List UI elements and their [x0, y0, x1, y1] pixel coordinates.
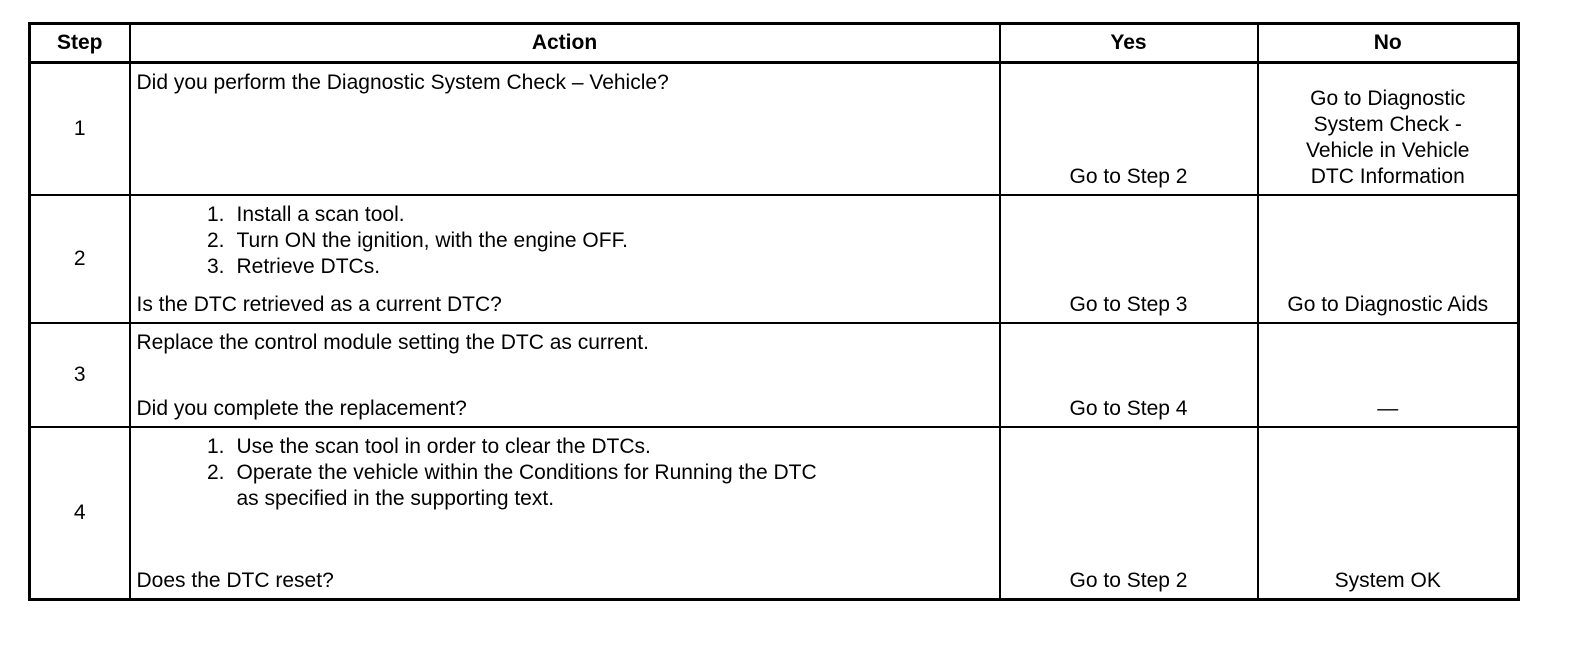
- yes-cell: Go to Step 4: [1000, 323, 1258, 427]
- question-text: Did you perform the Diagnostic System Check – Vehicle?: [136, 71, 669, 94]
- question-text: Did you complete the replacement?: [136, 397, 467, 420]
- action-cell: [130, 63, 1000, 196]
- action-cell: [130, 427, 1000, 600]
- no-cell: System OK: [1258, 427, 1519, 600]
- instruction-text: Turn ON the ignition, with the engine OFF.: [236, 229, 628, 252]
- yes-cell: Go to Step 3: [1000, 195, 1258, 323]
- diagnostic-table: [28, 22, 1520, 601]
- instruction-text: Use the scan tool in order to clear the DTCs.: [236, 435, 651, 458]
- table-row: [30, 63, 1519, 196]
- instruction-item: [206, 202, 993, 228]
- instruction-text: Install a scan tool.: [236, 203, 405, 226]
- instruction-number: 3.: [206, 255, 225, 278]
- instruction-list: [137, 202, 993, 280]
- instruction-number: 2.: [206, 229, 225, 252]
- table-row: [30, 195, 1519, 323]
- no-cell: [1258, 63, 1519, 196]
- instruction-item: [206, 254, 993, 280]
- instruction-item: [206, 460, 993, 512]
- instruction-list: [137, 434, 993, 512]
- instruction-number: 1.: [206, 203, 225, 226]
- step-number: 4: [30, 427, 130, 600]
- action-cell: [130, 195, 1000, 323]
- instruction-number: 1.: [206, 435, 225, 458]
- yes-cell: Go to Step 2: [1000, 63, 1258, 196]
- no-cell: —: [1258, 323, 1519, 427]
- table-row: [30, 427, 1519, 600]
- instruction-item: [206, 228, 993, 254]
- instruction-number: 2.: [206, 461, 225, 484]
- no-text: Go to Diagnostic System Check - Vehicle in Vehicle DTC Information: [1306, 87, 1470, 188]
- step-number: 2: [30, 195, 130, 323]
- header-no: No: [1258, 24, 1519, 63]
- header-action: Action: [130, 24, 1000, 63]
- action-cell: [130, 323, 1000, 427]
- instruction-item: [206, 434, 993, 460]
- no-cell: Go to Diagnostic Aids: [1258, 195, 1519, 323]
- table-row: [30, 323, 1519, 427]
- header-row: [30, 24, 1519, 63]
- header-yes: Yes: [1000, 24, 1258, 63]
- instruction-text: Operate the vehicle within the Conditions for Running the DTC as specified in the supporting text.: [236, 461, 817, 510]
- step-number: 3: [30, 323, 130, 427]
- question-text: Does the DTC reset?: [136, 569, 334, 592]
- instruction-text: Replace the control module setting the DTC as current.: [136, 331, 649, 354]
- yes-cell: Go to Step 2: [1000, 427, 1258, 600]
- question-text: Is the DTC retrieved as a current DTC?: [136, 293, 502, 316]
- header-step: Step: [30, 24, 130, 63]
- instruction-text: Retrieve DTCs.: [236, 255, 381, 278]
- step-number: 1: [30, 63, 130, 196]
